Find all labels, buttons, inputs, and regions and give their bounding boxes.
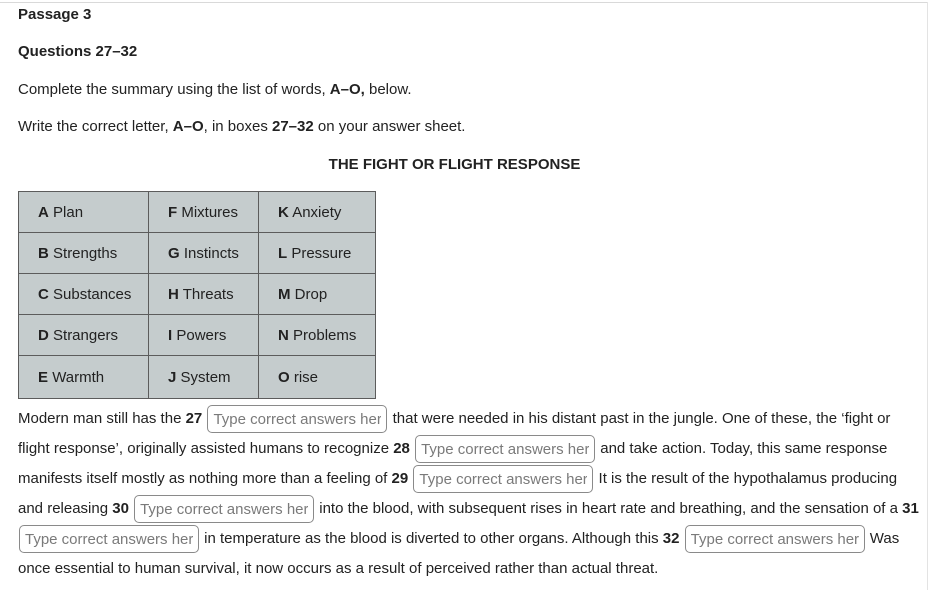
- option-letter: N: [278, 326, 289, 344]
- summary-text: in temperature as the blood is diverted to other organs. Although this: [200, 530, 663, 547]
- option-letter: H: [168, 285, 179, 303]
- word-option: [19, 356, 149, 399]
- word-option: [149, 233, 259, 274]
- option-word: Pressure: [291, 244, 352, 262]
- word-option: [149, 315, 259, 356]
- answer-input-31[interactable]: [19, 525, 199, 553]
- option-word: Mixtures: [181, 203, 239, 221]
- question-number-30: 30: [112, 500, 129, 517]
- option-word: Anxiety: [292, 203, 342, 221]
- instruction-box-range: 27–32: [272, 118, 314, 135]
- option-word: Strengths: [53, 244, 118, 262]
- option-word: Instincts: [183, 244, 239, 262]
- question-number-32: 32: [662, 530, 680, 547]
- option-letter: I: [168, 326, 173, 344]
- instruction-text: on your answer sheet.: [313, 118, 466, 135]
- option-word: Strangers: [53, 326, 119, 344]
- option-word: rise: [293, 368, 319, 386]
- instruction-complete-summary: [18, 81, 412, 98]
- word-option: [149, 356, 259, 399]
- option-word: Threats: [182, 285, 234, 303]
- option-word: Plan: [53, 203, 84, 221]
- instruction-text: below.: [364, 81, 412, 98]
- option-letter: J: [168, 368, 177, 386]
- summary-title: THE FIGHT OR FLIGHT RESPONSE: [328, 156, 581, 173]
- option-letter: E: [38, 368, 49, 386]
- answer-input-29[interactable]: [413, 465, 593, 493]
- table-row: [19, 192, 376, 233]
- option-letter: K: [278, 203, 289, 221]
- word-option: [259, 233, 376, 274]
- option-letter: F: [168, 203, 178, 221]
- instruction-text: Complete the summary using the list of words,: [18, 81, 330, 98]
- word-option: [259, 356, 376, 399]
- answer-input-30[interactable]: [134, 495, 314, 523]
- answer-input-28[interactable]: [415, 435, 595, 463]
- word-option: [149, 192, 259, 233]
- word-option: [19, 315, 149, 356]
- table-row: [19, 274, 376, 315]
- word-option: [19, 274, 149, 315]
- top-divider: [0, 2, 928, 3]
- question-number-29: 29: [391, 470, 409, 487]
- answer-input-32[interactable]: [685, 525, 865, 553]
- option-letter: A: [38, 203, 49, 221]
- option-word: System: [180, 368, 231, 386]
- word-option: [259, 192, 376, 233]
- table-row: [19, 233, 376, 274]
- table-row: [19, 315, 376, 356]
- word-option: [19, 192, 149, 233]
- question-number-28: 28: [393, 440, 410, 457]
- summary-text: Modern man still has the: [18, 410, 186, 427]
- instruction-text: , in boxes: [203, 118, 272, 135]
- question-number-27: 27: [185, 410, 203, 427]
- instruction-letter-range: A–O,: [329, 81, 365, 98]
- option-letter: C: [38, 285, 49, 303]
- answer-input-27[interactable]: [207, 405, 387, 433]
- option-word: Problems: [293, 326, 357, 344]
- word-list-table: [18, 191, 376, 399]
- option-letter: B: [38, 244, 49, 262]
- summary-text: and take action. Today, this same response manifests itself mostly as nothing more than a feeling of: [18, 440, 888, 487]
- word-option: [259, 315, 376, 356]
- word-option: [149, 274, 259, 315]
- instruction-letter-range: A–O: [172, 118, 204, 135]
- option-word: Powers: [176, 326, 227, 344]
- word-option: [259, 274, 376, 315]
- summary-paragraph: [18, 404, 920, 584]
- instruction-write-letter: [18, 118, 465, 135]
- option-word: Warmth: [52, 368, 105, 386]
- option-letter: G: [168, 244, 180, 262]
- questions-range-label: Questions 27–32: [18, 43, 138, 60]
- summary-text: into the blood, with subsequent rises in heart rate and breathing, and the sensation of a: [315, 500, 903, 517]
- passage-label: Passage 3: [18, 6, 92, 23]
- option-letter: L: [278, 244, 288, 262]
- word-option: [19, 233, 149, 274]
- table-row: [19, 356, 376, 399]
- option-word: Drop: [294, 285, 328, 303]
- instruction-text: Write the correct letter,: [18, 118, 173, 135]
- summary-text: that were needed in his distant past in the jungle. One of these, the ‘fight or flight response’, originally assisted humans to recognize: [18, 410, 891, 457]
- question-number-31: 31: [902, 500, 919, 517]
- option-letter: M: [278, 285, 291, 303]
- option-letter: D: [38, 326, 49, 344]
- option-word: Substances: [53, 285, 132, 303]
- summary-text: Was once essential to human survival, it now occurs as a result of perceived rather than actual threat.: [18, 530, 900, 577]
- summary-text: It is the result of the hypothalamus producing and releasing: [18, 470, 898, 517]
- option-letter: O: [278, 368, 290, 386]
